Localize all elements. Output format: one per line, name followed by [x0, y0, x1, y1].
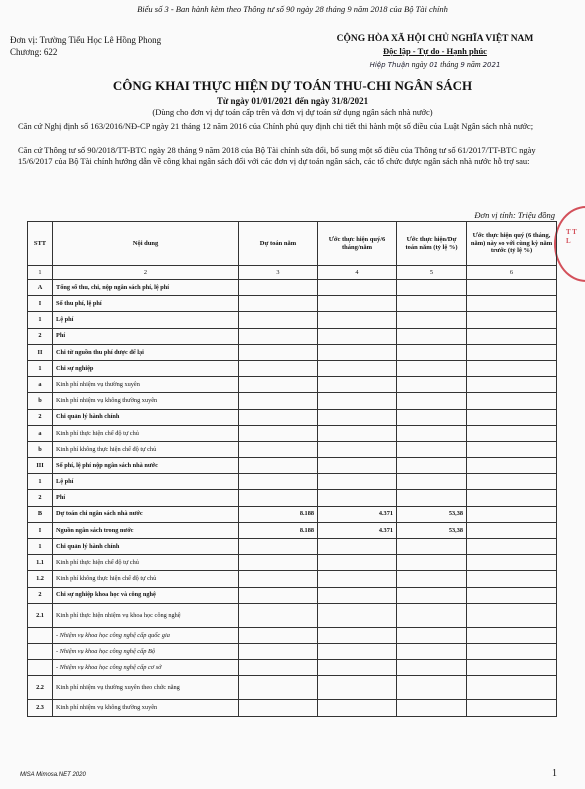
row-content: Chi từ nguồn thu phí được để lại	[53, 344, 239, 360]
row-content: Số thu phí, lệ phí	[53, 296, 239, 312]
row-stt: 1	[28, 360, 53, 376]
row-stt	[28, 643, 53, 659]
year-handwritten: 2021	[482, 61, 501, 69]
row-annual-estimate	[239, 643, 318, 659]
row-execution-ratio	[397, 676, 467, 700]
column-index: 5	[397, 266, 467, 280]
month-handwritten: 9	[460, 61, 465, 69]
row-estimated-execution	[318, 296, 397, 312]
row-stt: 1.1	[28, 555, 53, 571]
table-row	[28, 555, 557, 571]
header-yoy-ratio: Ước thực hiện quý (6 tháng, năm) này so với cùng kỳ năm trước (tỷ lệ %)	[467, 222, 557, 266]
row-stt: 2.3	[28, 700, 53, 716]
row-yoy-ratio	[467, 676, 557, 700]
column-index: 4	[318, 266, 397, 280]
row-stt: 2	[28, 587, 53, 603]
row-stt: II	[28, 344, 53, 360]
row-stt: 1	[28, 474, 53, 490]
place-day-label: ngày	[411, 60, 428, 69]
row-yoy-ratio	[467, 344, 557, 360]
place-year-label: năm	[466, 60, 481, 69]
row-annual-estimate	[239, 360, 318, 376]
row-estimated-execution	[318, 603, 397, 627]
row-content: Kinh phí nhiệm vụ không thường xuyên	[53, 393, 239, 409]
row-annual-estimate	[239, 296, 318, 312]
row-yoy-ratio	[467, 377, 557, 393]
row-execution-ratio	[397, 660, 467, 676]
row-execution-ratio	[397, 571, 467, 587]
row-yoy-ratio	[467, 603, 557, 627]
row-estimated-execution	[318, 571, 397, 587]
row-estimated-execution	[318, 587, 397, 603]
row-stt	[28, 660, 53, 676]
row-stt: 2	[28, 490, 53, 506]
row-annual-estimate	[239, 555, 318, 571]
row-estimated-execution	[318, 474, 397, 490]
row-content: Dự toán chi ngân sách nhà nước	[53, 506, 239, 522]
row-content: Kinh phí thực hiện nhiệm vụ khoa học công nghệ	[53, 603, 239, 627]
row-content: Lệ phí	[53, 474, 239, 490]
row-execution-ratio	[397, 603, 467, 627]
table-row	[28, 377, 557, 393]
row-execution-ratio	[397, 328, 467, 344]
row-execution-ratio: 53,38	[397, 506, 467, 522]
column-index: 6	[467, 266, 557, 280]
row-stt: I	[28, 296, 53, 312]
row-annual-estimate	[239, 490, 318, 506]
table-row	[28, 603, 557, 627]
row-execution-ratio	[397, 425, 467, 441]
row-estimated-execution	[318, 377, 397, 393]
row-estimated-execution	[318, 555, 397, 571]
column-index: 3	[239, 266, 318, 280]
row-stt: a	[28, 425, 53, 441]
row-execution-ratio	[397, 700, 467, 716]
row-annual-estimate	[239, 393, 318, 409]
header-content: Nội dung	[53, 222, 239, 266]
row-content: Chi quản lý hành chính	[53, 539, 239, 555]
row-content: Chi sự nghiệp	[53, 360, 239, 376]
row-stt: b	[28, 393, 53, 409]
row-annual-estimate	[239, 587, 318, 603]
row-content: Nguồn ngân sách trong nước	[53, 522, 239, 538]
row-estimated-execution	[318, 312, 397, 328]
row-yoy-ratio	[467, 555, 557, 571]
table-row	[28, 425, 557, 441]
row-estimated-execution	[318, 328, 397, 344]
row-annual-estimate	[239, 280, 318, 296]
row-annual-estimate	[239, 700, 318, 716]
row-stt: 2	[28, 409, 53, 425]
place-month-label: tháng	[440, 60, 459, 69]
row-annual-estimate: 8.188	[239, 506, 318, 522]
row-annual-estimate	[239, 425, 318, 441]
row-content: - Nhiệm vụ khoa học công nghệ cấp cơ sở	[53, 660, 239, 676]
row-yoy-ratio	[467, 328, 557, 344]
table-row	[28, 360, 557, 376]
row-stt: 2.2	[28, 676, 53, 700]
row-estimated-execution	[318, 539, 397, 555]
row-yoy-ratio	[467, 409, 557, 425]
legal-basis-2: Căn cứ Thông tư số 90/2018/TT-BTC ngày 28 tháng 9 năm 2018 của Bộ Tài chính sửa đổi, bổ sung một số điều của Thông tư số 61/2017/TT-BTC ngày 15/6/2017 của Bộ Tài chính hướng dẫn về công khai ngân sách đối với các đơn vị dự toán ngân sách, các tổ chức được ngân sách nhà nước hỗ trợ sau:	[18, 145, 536, 166]
table-row	[28, 441, 557, 457]
row-yoy-ratio	[467, 474, 557, 490]
column-index: 2	[53, 266, 239, 280]
table-row	[28, 676, 557, 700]
row-execution-ratio	[397, 393, 467, 409]
row-execution-ratio	[397, 360, 467, 376]
row-annual-estimate	[239, 409, 318, 425]
row-execution-ratio	[397, 280, 467, 296]
chapter-code: Chương: 622	[10, 47, 58, 57]
header-execution-ratio: Ước thực hiện/Dự toán năm (tỷ lệ %)	[397, 222, 467, 266]
row-estimated-execution	[318, 676, 397, 700]
row-yoy-ratio	[467, 490, 557, 506]
row-annual-estimate	[239, 627, 318, 643]
row-yoy-ratio	[467, 393, 557, 409]
row-execution-ratio	[397, 490, 467, 506]
place-handwritten: Hiệp Thuận	[369, 61, 410, 69]
row-stt: b	[28, 441, 53, 457]
row-execution-ratio	[397, 474, 467, 490]
unit-info	[10, 34, 161, 58]
row-execution-ratio	[397, 377, 467, 393]
row-execution-ratio	[397, 643, 467, 659]
row-content: Chi quản lý hành chính	[53, 409, 239, 425]
row-content: Kinh phí nhiệm vụ thường xuyên	[53, 377, 239, 393]
row-annual-estimate	[239, 474, 318, 490]
row-stt: 2.1	[28, 603, 53, 627]
row-annual-estimate	[239, 676, 318, 700]
row-yoy-ratio	[467, 280, 557, 296]
row-yoy-ratio	[467, 360, 557, 376]
row-estimated-execution	[318, 360, 397, 376]
row-stt: 1	[28, 539, 53, 555]
row-estimated-execution	[318, 409, 397, 425]
table-body	[28, 280, 557, 717]
unit-name: Đơn vị: Trường Tiểu Học Lê Hồng Phong	[10, 35, 162, 45]
column-index: 1	[28, 266, 53, 280]
row-stt: 1	[28, 312, 53, 328]
table-row	[28, 296, 557, 312]
day-handwritten: 01	[429, 61, 439, 69]
row-execution-ratio	[397, 441, 467, 457]
row-estimated-execution	[318, 425, 397, 441]
row-stt	[28, 627, 53, 643]
red-seal-stamp: T T L	[554, 206, 585, 282]
row-content: - Nhiệm vụ khoa học công nghệ cấp Bộ	[53, 643, 239, 659]
row-stt: A	[28, 280, 53, 296]
row-estimated-execution: 4.371	[318, 506, 397, 522]
row-estimated-execution	[318, 280, 397, 296]
row-yoy-ratio	[467, 312, 557, 328]
row-estimated-execution	[318, 393, 397, 409]
form-reference-note: Biểu số 3 - Ban hành kèm theo Thông tư số 90 ngày 28 tháng 9 năm 2018 của Bộ Tài chính	[137, 4, 448, 14]
row-content: Kinh phí nhiệm vụ thường xuyên theo chức năng	[53, 676, 239, 700]
row-estimated-execution	[318, 700, 397, 716]
row-annual-estimate	[239, 377, 318, 393]
row-execution-ratio	[397, 458, 467, 474]
row-annual-estimate	[239, 603, 318, 627]
legal-basis-1: Căn cứ Nghị định số 163/2016/NĐ-CP ngày 21 tháng 12 năm 2016 của Chính phủ quy định chi tiết thi hành một số điều của Luật Ngân sách nhà nước;	[18, 121, 534, 131]
row-content: Kinh phí không thực hiện chế độ tự chủ	[53, 441, 239, 457]
row-annual-estimate	[239, 312, 318, 328]
row-stt: B	[28, 506, 53, 522]
table-row	[28, 328, 557, 344]
page-number: 1	[552, 768, 557, 779]
document-title: CÔNG KHAI THỰC HIỆN DỰ TOÁN THU-CHI NGÂN SÁCH	[112, 78, 473, 93]
row-execution-ratio	[397, 296, 467, 312]
row-yoy-ratio	[467, 571, 557, 587]
row-yoy-ratio	[467, 296, 557, 312]
row-stt: I	[28, 522, 53, 538]
table-row	[28, 393, 557, 409]
table-row	[28, 660, 557, 676]
table-row	[28, 490, 557, 506]
row-content: Kinh phí thực hiện chế độ tự chủ	[53, 425, 239, 441]
row-yoy-ratio	[467, 539, 557, 555]
row-content: Kinh phí thực hiện chế độ tự chủ	[53, 555, 239, 571]
row-annual-estimate: 8.188	[239, 522, 318, 538]
row-execution-ratio	[397, 587, 467, 603]
row-content: Số phí, lệ phí nộp ngân sách nhà nước	[53, 458, 239, 474]
row-yoy-ratio	[467, 522, 557, 538]
row-annual-estimate	[239, 571, 318, 587]
row-execution-ratio: 53,38	[397, 522, 467, 538]
row-stt: a	[28, 377, 53, 393]
row-execution-ratio	[397, 555, 467, 571]
row-yoy-ratio	[467, 627, 557, 643]
row-annual-estimate	[239, 328, 318, 344]
software-footer: MISA Mimosa.NET 2020	[20, 772, 86, 778]
table-row	[28, 506, 557, 522]
row-estimated-execution	[318, 344, 397, 360]
row-estimated-execution	[318, 441, 397, 457]
row-execution-ratio	[397, 312, 467, 328]
place-date-line	[300, 60, 570, 69]
row-annual-estimate	[239, 441, 318, 457]
reporting-period: Từ ngày 01/01/2021 đến ngày 31/8/2021	[216, 96, 369, 106]
row-yoy-ratio	[467, 643, 557, 659]
row-execution-ratio	[397, 344, 467, 360]
header-stt: STT	[28, 222, 53, 266]
table-row	[28, 312, 557, 328]
table-row	[28, 571, 557, 587]
header-estimated-execution: Ước thực hiện quý/6 tháng/năm	[318, 222, 397, 266]
row-yoy-ratio	[467, 700, 557, 716]
row-stt: 2	[28, 328, 53, 344]
row-content: - Nhiệm vụ khoa học công nghệ cấp quốc gia	[53, 627, 239, 643]
column-index-row	[28, 266, 557, 280]
table-row	[28, 627, 557, 643]
row-estimated-execution	[318, 458, 397, 474]
row-yoy-ratio	[467, 458, 557, 474]
table-header-row	[28, 222, 557, 266]
row-yoy-ratio	[467, 506, 557, 522]
row-execution-ratio	[397, 409, 467, 425]
row-stt: III	[28, 458, 53, 474]
table-row	[28, 409, 557, 425]
row-content: Lệ phí	[53, 312, 239, 328]
row-execution-ratio	[397, 539, 467, 555]
row-stt: 1.2	[28, 571, 53, 587]
row-annual-estimate	[239, 458, 318, 474]
row-estimated-execution	[318, 627, 397, 643]
national-motto: Độc lập - Tự do - Hạnh phúc	[383, 46, 487, 56]
table-row	[28, 539, 557, 555]
row-content: Chi sự nghiệp khoa học và công nghệ	[53, 587, 239, 603]
table-row	[28, 700, 557, 716]
table-row	[28, 522, 557, 538]
row-estimated-execution: 4.371	[318, 522, 397, 538]
row-content: Kinh phí nhiệm vụ không thường xuyên	[53, 700, 239, 716]
row-content: Phí	[53, 328, 239, 344]
row-content: Phí	[53, 490, 239, 506]
row-execution-ratio	[397, 627, 467, 643]
table-row	[28, 474, 557, 490]
national-heading: CỘNG HÒA XÃ HỘI CHỦ NGHĨA VIỆT NAM	[336, 34, 534, 44]
usage-note: (Dùng cho đơn vị dự toán cấp trên và đơn vị dự toán sử dụng ngân sách nhà nước)	[152, 107, 433, 117]
header-annual-estimate: Dự toán năm	[239, 222, 318, 266]
row-annual-estimate	[239, 660, 318, 676]
table-row	[28, 280, 557, 296]
row-estimated-execution	[318, 490, 397, 506]
row-annual-estimate	[239, 539, 318, 555]
row-content: Tổng số thu, chi, nộp ngân sách phí, lệ phí	[53, 280, 239, 296]
row-yoy-ratio	[467, 441, 557, 457]
row-content: Kinh phí không thực hiện chế độ tự chủ	[53, 571, 239, 587]
table-row	[28, 344, 557, 360]
row-estimated-execution	[318, 660, 397, 676]
row-annual-estimate	[239, 344, 318, 360]
table-row	[28, 643, 557, 659]
table-row	[28, 587, 557, 603]
table-row	[28, 458, 557, 474]
row-yoy-ratio	[467, 425, 557, 441]
budget-table	[27, 221, 557, 717]
row-yoy-ratio	[467, 660, 557, 676]
row-estimated-execution	[318, 643, 397, 659]
currency-unit-label: Đơn vị tính: Triệu đồng	[474, 210, 555, 220]
row-yoy-ratio	[467, 587, 557, 603]
